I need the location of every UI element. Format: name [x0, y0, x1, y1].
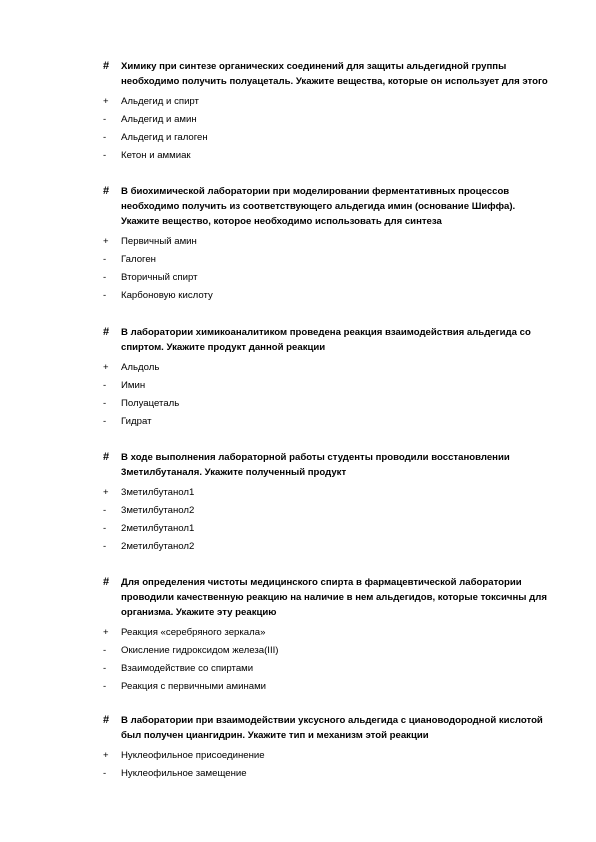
question-marker: #: [103, 326, 110, 338]
option-mark: -: [103, 380, 107, 391]
answer-option: [0, 131, 596, 149]
answer-option: [0, 504, 596, 522]
question-block-6: [0, 713, 596, 785]
option-text: Альдегид и спирт: [121, 96, 199, 107]
option-text: Карбоновую кислоту: [121, 290, 213, 301]
answer-option: [0, 680, 596, 698]
option-mark: -: [103, 663, 107, 674]
option-mark: +: [103, 750, 109, 761]
question-text: В лаборатории при взаимодействии уксусного альдегида с циановодородной кислотой был получен циангидрин. Укажите тип и механизм этой реакции: [121, 715, 543, 741]
option-mark: -: [103, 541, 107, 552]
question-block-2: [0, 184, 596, 307]
option-mark: +: [103, 362, 109, 373]
option-text: Взаимодействие со спиртами: [121, 663, 254, 674]
question-row: [0, 184, 596, 229]
question-text: В биохимической лаборатории при моделировании ферментативных процессов необходимо получить из соответствующего альдегида имин (основание Шиффа). Укажите вещество, которое необходимо использовать для синтеза: [121, 186, 516, 227]
option-mark: -: [103, 768, 107, 779]
option-mark: -: [103, 254, 107, 265]
option-text: Реакция «серебряного зеркала»: [121, 627, 266, 638]
option-text: Альдегид и галоген: [121, 132, 208, 143]
option-text: Первичный амин: [121, 236, 197, 247]
option-text: Реакция с первичными аминами: [121, 681, 267, 692]
question-block-1: [0, 59, 596, 167]
answer-option: [0, 113, 596, 131]
question-row: [0, 59, 596, 89]
answer-option: [0, 149, 596, 167]
answer-option: [0, 397, 596, 415]
question-marker: #: [103, 60, 110, 72]
question-text: Химику при синтезе органических соединений для защиты альдегидной группы необходимо получить полуацеталь. Укажите вещества, которые он использует для этого: [121, 61, 548, 87]
option-text: 2метилбутанол1: [121, 523, 195, 534]
question-marker: #: [103, 576, 110, 588]
answer-option: [0, 235, 596, 253]
question-block-4: [0, 450, 596, 558]
question-text: В лаборатории химикоаналитиком проведена реакция взаимодействия альдегида со спиртом. Укажите продукт данной реакции: [121, 327, 531, 353]
answer-option: [0, 289, 596, 307]
option-text: Альдоль: [121, 362, 160, 373]
option-text: Нуклеофильное замещение: [121, 768, 247, 779]
option-mark: -: [103, 290, 107, 301]
option-mark: -: [103, 272, 107, 283]
question-marker: #: [103, 185, 110, 197]
question-text: Для определения чистоты медицинского спирта в фармацевтической лаборатории проводили качественную реакцию на наличие в нем альдегидов, которые токсичны для организма. Укажите эту реакцию: [121, 577, 547, 618]
answer-option: [0, 95, 596, 113]
answer-option: [0, 540, 596, 558]
answer-option: [0, 379, 596, 397]
option-mark: -: [103, 398, 107, 409]
answer-option: [0, 626, 596, 644]
answer-option: [0, 522, 596, 540]
option-mark: +: [103, 627, 109, 638]
option-text: 3метилбутанол1: [121, 487, 195, 498]
option-text: Окисление гидроксидом железа(III): [121, 645, 279, 656]
option-text: Галоген: [121, 254, 156, 265]
answer-option: [0, 767, 596, 785]
option-text: 3метилбутанол2: [121, 505, 195, 516]
answer-option: [0, 662, 596, 680]
question-marker: #: [103, 714, 110, 726]
option-text: Имин: [121, 380, 146, 391]
option-mark: +: [103, 487, 109, 498]
option-text: Нуклеофильное присоединение: [121, 750, 265, 761]
answer-option: [0, 644, 596, 662]
answer-option: [0, 253, 596, 271]
option-mark: +: [103, 96, 109, 107]
option-text: Гидрат: [121, 416, 152, 427]
option-mark: -: [103, 150, 107, 161]
option-text: Полуацеталь: [121, 398, 180, 409]
question-block-5: [0, 575, 596, 698]
option-mark: -: [103, 523, 107, 534]
option-mark: -: [103, 505, 107, 516]
answer-option: [0, 271, 596, 289]
option-mark: +: [103, 236, 109, 247]
answer-option: [0, 749, 596, 767]
question-block-3: [0, 325, 596, 433]
option-text: Альдегид и амин: [121, 114, 197, 125]
option-mark: -: [103, 114, 107, 125]
question-row: [0, 450, 596, 480]
answer-option: [0, 486, 596, 504]
question-row: [0, 325, 596, 355]
option-mark: -: [103, 681, 107, 692]
question-text: В ходе выполнения лабораторной работы студенты проводили восстановлении 3метилбутаналя. Укажите полученный продукт: [121, 452, 510, 478]
option-mark: -: [103, 416, 107, 427]
question-row: [0, 575, 596, 620]
question-row: [0, 713, 596, 743]
option-text: Кетон и аммиак: [121, 150, 191, 161]
answer-option: [0, 415, 596, 433]
option-mark: -: [103, 132, 107, 143]
question-marker: #: [103, 451, 110, 463]
answer-option: [0, 361, 596, 379]
option-mark: -: [103, 645, 107, 656]
option-text: Вторичный спирт: [121, 272, 198, 283]
option-text: 2метилбутанол2: [121, 541, 195, 552]
